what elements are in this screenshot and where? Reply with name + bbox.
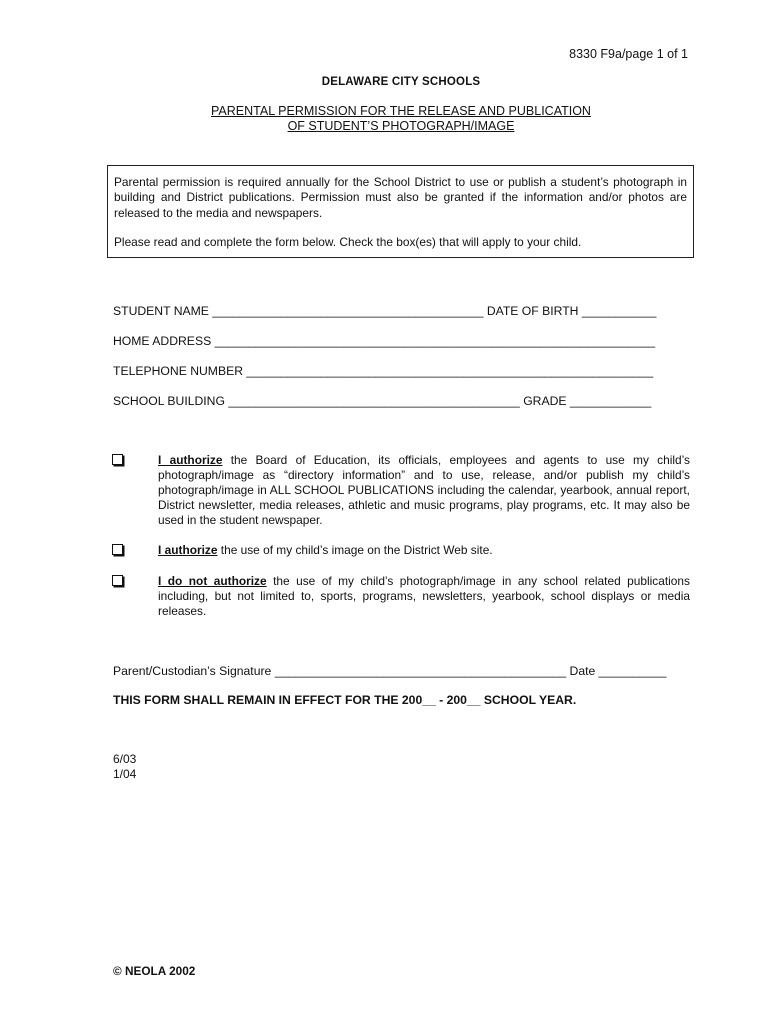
form-title-line-2: OF STUDENT’S PHOTOGRAPH/IMAGE [287, 119, 515, 133]
notice-box [107, 165, 694, 258]
student-name-field[interactable]: STUDENT NAME ________________________________________ DATE OF BIRTH ___________ [113, 304, 657, 318]
option-body: the use of my child’s image on the District Web site. [217, 543, 493, 557]
option-do-not-authorize [112, 574, 690, 619]
checkbox-authorize-website[interactable] [112, 544, 123, 555]
option-body: the Board of Education, its officials, employees and agents to use my child’s photograph/image as “directory information” and to use, release, and/or publish my child’s photograph/image in ALL SCHOOL PUBLICATIONS including the calendar, yearbook, annual report, District newsletter, media releases, athletic and music programs, play programs, etc. It may also be used in the student newspaper. [158, 453, 690, 527]
option-lead: I do not authorize [158, 574, 267, 588]
checkbox-do-not-authorize[interactable] [112, 575, 123, 586]
school-building-field[interactable]: SCHOOL BUILDING ___________________________________________ GRADE ____________ [113, 394, 652, 408]
form-title [0, 104, 770, 134]
notice-paragraph-1: Parental permission is required annually for the School District to use or publish a student’s photograph in building and District publications. Permission must also be granted if the information and/or photos are released to the media and newspapers. [114, 175, 687, 220]
notice-paragraph-2: Please read and complete the form below. Check the box(es) that will apply to your child. [114, 235, 582, 250]
revision-date: 6/03 [113, 752, 137, 766]
signature-field[interactable]: Parent/Custodian’s Signature ___________________________________________ Date __________ [113, 664, 667, 678]
revision-date: 1/04 [113, 767, 137, 781]
option-authorize-website [112, 543, 690, 558]
copyright-notice: © NEOLA 2002 [113, 964, 196, 978]
option-body: the use of my child’s photograph/image in any school related publications including, but not limited to, sports, programs, newsletters, yearbook, school displays or media releases. [158, 574, 690, 618]
revision-dates [113, 752, 136, 782]
effect-statement: THIS FORM SHALL REMAIN IN EFFECT FOR THE 200__ - 200__ SCHOOL YEAR. [113, 693, 577, 707]
option-lead: I authorize [158, 453, 223, 467]
telephone-field[interactable]: TELEPHONE NUMBER ____________________________________________________________ [113, 364, 654, 378]
option-lead: I authorize [158, 543, 218, 557]
checkbox-authorize-publications[interactable] [112, 454, 123, 465]
option-text [158, 453, 690, 528]
option-text [158, 543, 690, 558]
option-text [158, 574, 690, 619]
form-title-line-1: PARENTAL PERMISSION FOR THE RELEASE AND PUBLICATION [211, 104, 591, 118]
option-authorize-publications [112, 453, 690, 528]
home-address-field[interactable]: HOME ADDRESS _________________________________________________________________ [113, 334, 656, 348]
form-number: 8330 F9a/page 1 of 1 [569, 47, 688, 61]
district-name: DELAWARE CITY SCHOOLS [321, 76, 481, 88]
